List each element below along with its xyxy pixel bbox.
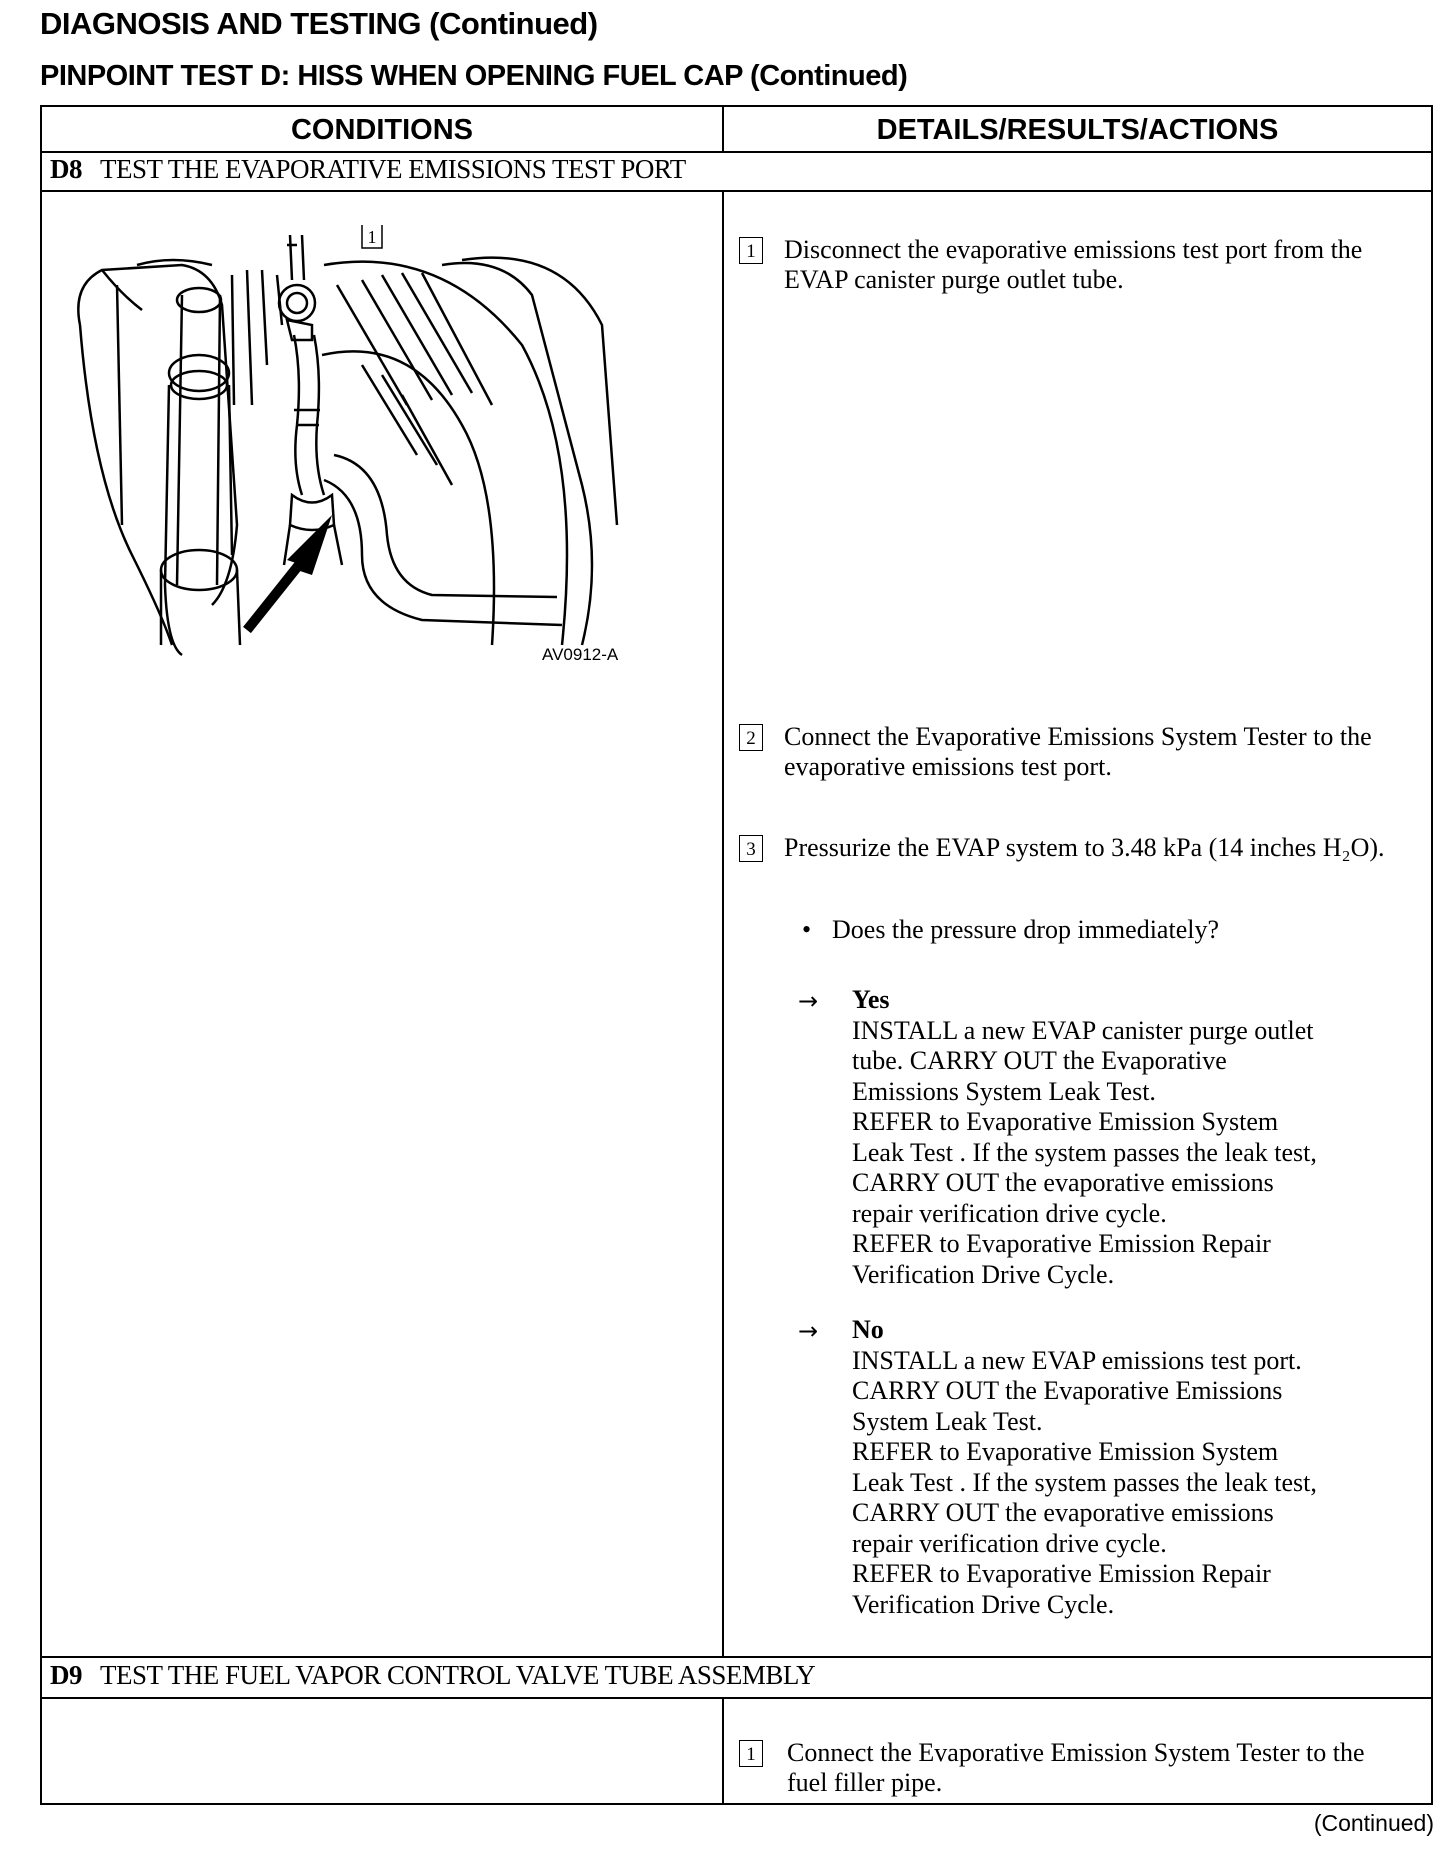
arrow-right-icon: →: [798, 987, 819, 1015]
result-no-line: CARRY OUT the evaporative emissions: [852, 1498, 1274, 1527]
result-yes-line: Leak Test . If the system passes the leak test,: [852, 1137, 1317, 1167]
column-divider-header: [722, 107, 724, 152]
step-text-d8-2: Connect the Evaporative Emissions System Tester to the evaporative emissions test port.: [784, 722, 1372, 781]
result-yes-line: tube. CARRY OUT the Evaporative: [852, 1046, 1227, 1075]
result-no-line: REFER to Evaporative Emission System: [852, 1437, 1279, 1466]
section-d8-id: D8: [50, 154, 82, 184]
question-text: Does the pressure drop immediately?: [832, 915, 1219, 944]
result-no-line: Verification Drive Cycle.: [852, 1589, 1115, 1619]
bullet-dot: •: [802, 915, 812, 944]
result-yes-line: CARRY OUT the evaporative emissions: [852, 1168, 1274, 1197]
result-no-answer: No: [852, 1315, 884, 1344]
result-yes-line: Verification Drive Cycle.: [852, 1259, 1115, 1289]
test-subtitle: PINPOINT TEST D: HISS WHEN OPENING FUEL CAP (Continued): [40, 60, 908, 92]
step-number-d9-1: 1: [739, 1740, 763, 1767]
callout-number: 1: [367, 227, 377, 247]
result-no-line: REFER to Evaporative Emission Repair: [852, 1559, 1271, 1588]
section-d8-header: [50, 154, 686, 185]
result-yes-line: INSTALL a new EVAP canister purge outlet: [852, 1015, 1314, 1045]
result-no-line: CARRY OUT the Evaporative Emissions: [852, 1376, 1283, 1405]
result-yes-line: repair verification drive cycle.: [852, 1198, 1167, 1228]
column-divider-d8: [722, 191, 724, 1656]
result-no: [852, 1315, 1412, 1620]
d8-divider: [42, 190, 1431, 192]
page-title: DIAGNOSIS AND TESTING (Continued): [40, 6, 598, 41]
header-divider: [42, 151, 1431, 153]
step-text-d8-3: Pressurize the EVAP system to 3.48 kPa (14 inches H₂O).: [784, 833, 1385, 862]
step-number-d8-2: 2: [739, 724, 763, 751]
step-text-d9-1: Connect the Evaporative Emission System Tester to the fuel filler pipe.: [787, 1738, 1365, 1797]
figure-label: AV0912-A: [542, 645, 619, 664]
section-d8-title: TEST THE EVAPORATIVE EMISSIONS TEST PORT: [100, 154, 686, 184]
result-no-line: repair verification drive cycle.: [852, 1528, 1167, 1558]
details-header: DETAILS/RESULTS/ACTIONS: [876, 114, 1279, 146]
result-yes: [852, 985, 1412, 1290]
step-text-d8-1: Disconnect the evaporative emissions test port from the EVAP canister purge outlet tube.: [784, 235, 1363, 294]
result-yes-line: REFER to Evaporative Emission Repair: [852, 1229, 1271, 1258]
arrow-shaft: [247, 551, 310, 630]
result-no-line: INSTALL a new EVAP emissions test port.: [852, 1345, 1302, 1375]
column-divider-d9: [722, 1698, 724, 1805]
result-no-line: Leak Test . If the system passes the leak test,: [852, 1467, 1317, 1497]
step-number-d8-1: 1: [739, 237, 763, 264]
result-no-line: System Leak Test.: [852, 1406, 1043, 1436]
evap-test-port-illustration: [62, 225, 682, 665]
result-yes-line: REFER to Evaporative Emission System: [852, 1107, 1279, 1136]
section-d9-header: [50, 1660, 815, 1691]
conditions-header: CONDITIONS: [290, 114, 474, 146]
result-yes-answer: Yes: [852, 985, 890, 1014]
d9-top-divider: [42, 1656, 1431, 1658]
continued-note: (Continued): [1313, 1810, 1434, 1836]
result-yes-line: Emissions System Leak Test.: [852, 1076, 1156, 1106]
section-d9-title: TEST THE FUEL VAPOR CONTROL VALVE TUBE ASSEMBLY: [100, 1660, 816, 1690]
step-number-d8-3: 3: [739, 835, 763, 862]
arrow-right-icon: →: [798, 1317, 819, 1345]
d9-divider: [42, 1697, 1431, 1699]
section-d9-id: D9: [50, 1660, 82, 1690]
